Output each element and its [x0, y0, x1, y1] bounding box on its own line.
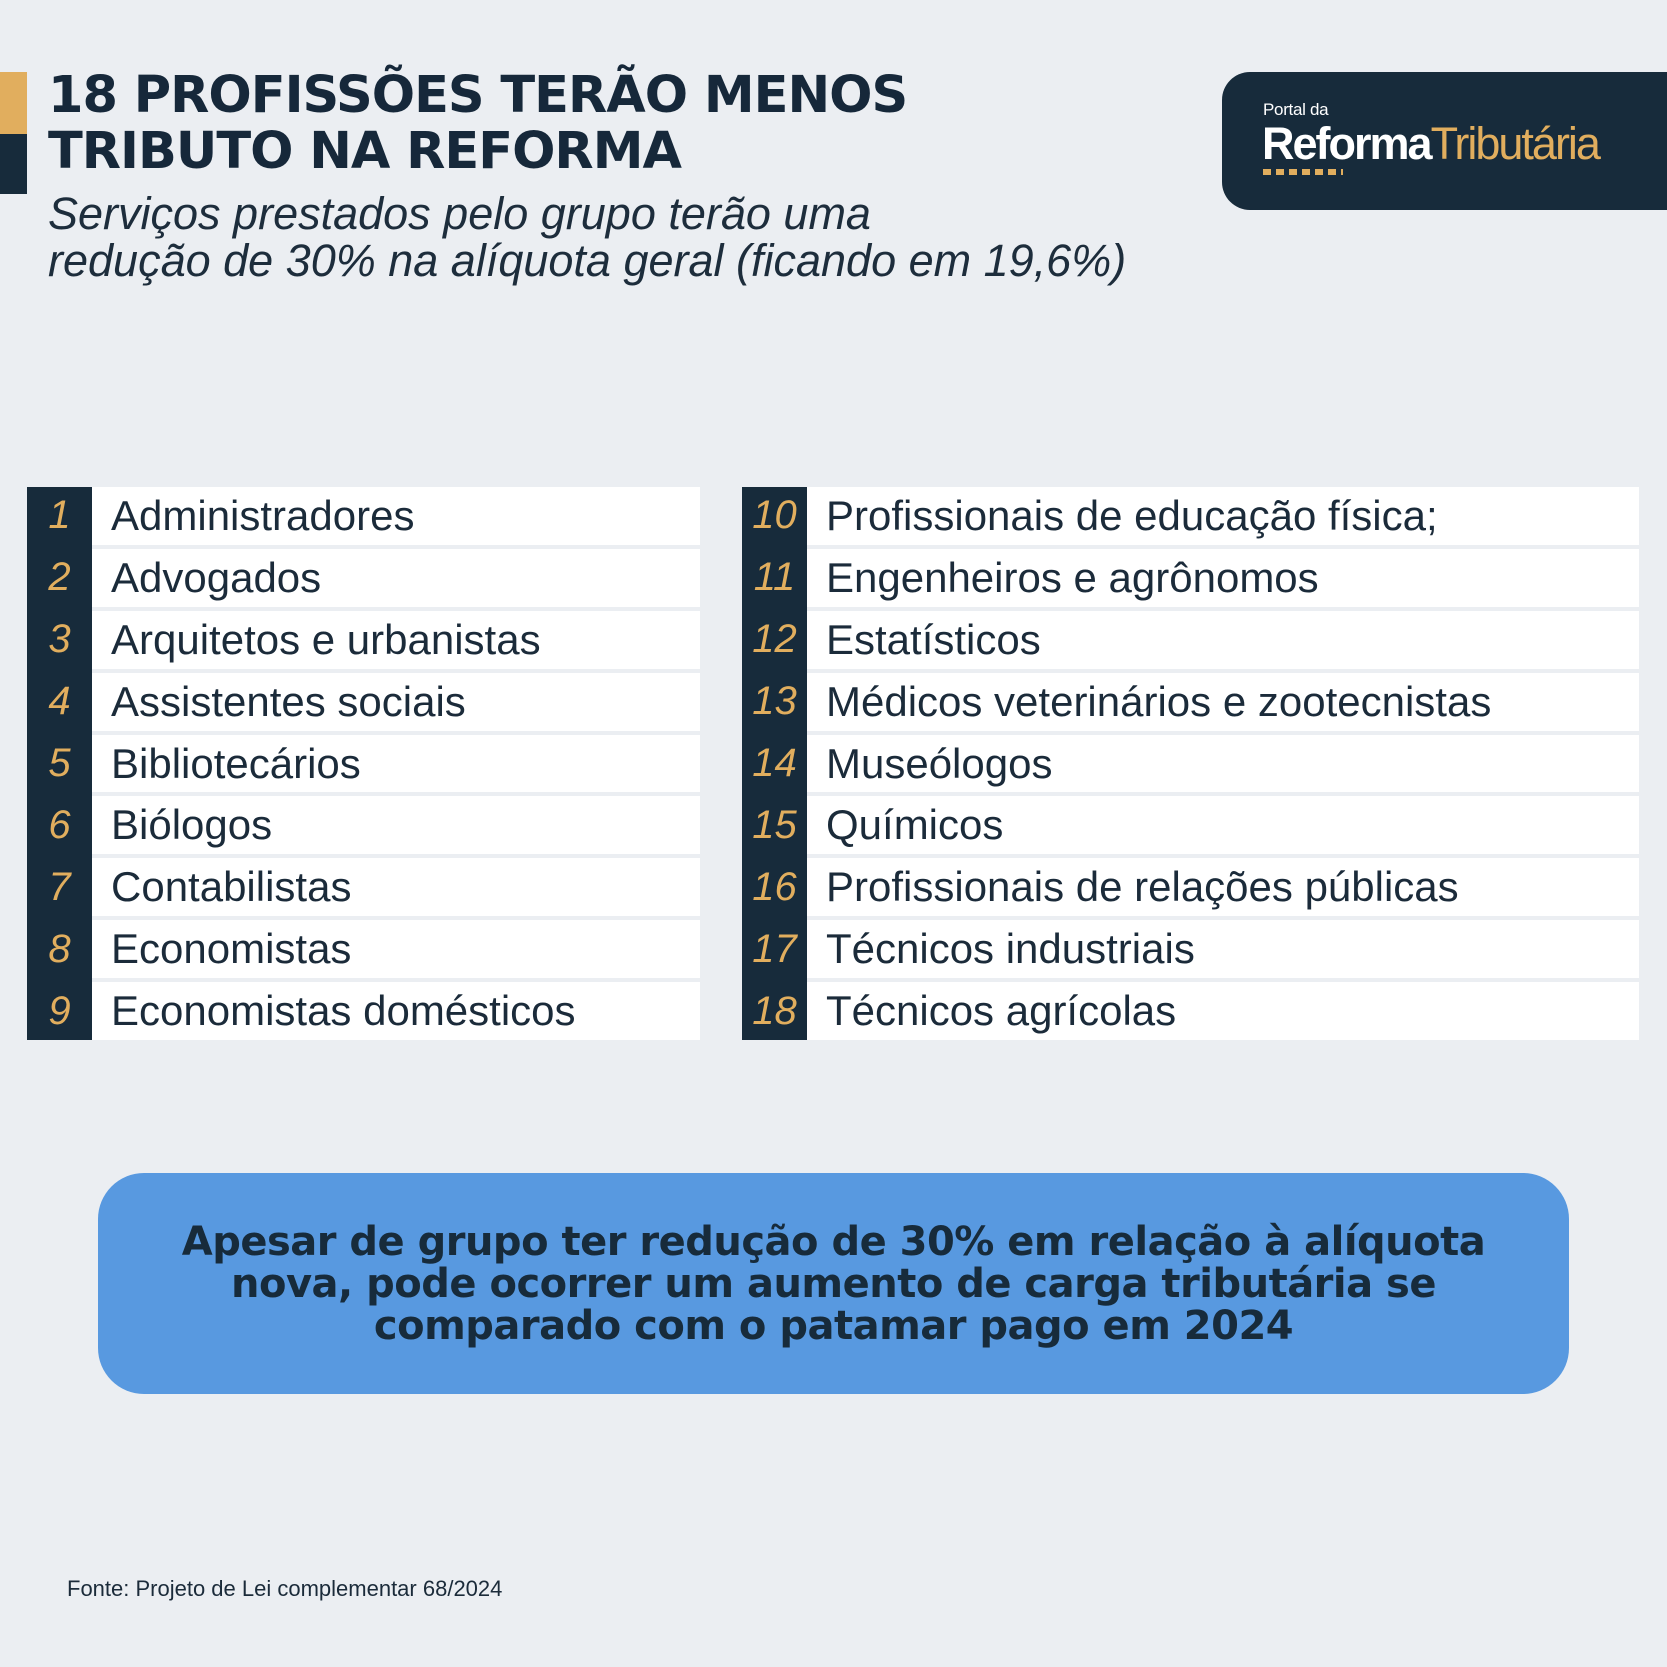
- source-note: Fonte: Projeto de Lei complementar 68/2024: [67, 1576, 503, 1601]
- list-item: [752, 487, 1639, 545]
- item-number: 12: [752, 617, 797, 662]
- list-item: [752, 858, 1639, 916]
- item-number: 9: [48, 988, 71, 1033]
- callout-line-3: comparado com o patamar pago em 2024: [373, 1302, 1294, 1349]
- page-subtitle: [48, 190, 1348, 284]
- item-label: Químicos: [826, 801, 1004, 849]
- list-item: [48, 611, 700, 669]
- item-label: Administradores: [111, 491, 415, 539]
- logo-small-text: Portal da: [1263, 100, 1329, 119]
- title-accent-bar: [0, 72, 27, 194]
- subtitle-line-1: Serviços prestados pelo grupo terão uma: [48, 188, 871, 239]
- list-item: [48, 796, 700, 854]
- callout-line-1: Apesar de grupo ter redução de 30% em relação à alíquota: [181, 1218, 1486, 1265]
- portal-logo: [1222, 72, 1667, 210]
- item-number: 8: [48, 926, 71, 971]
- list-item: [48, 487, 700, 545]
- list-item: [48, 549, 700, 607]
- list-item: [752, 796, 1639, 854]
- list-item: [48, 982, 700, 1040]
- item-label: Economistas domésticos: [111, 987, 576, 1035]
- logo-dots-underline: [1263, 169, 1343, 175]
- item-number: 5: [48, 741, 71, 785]
- list-item: [48, 673, 700, 731]
- item-label: Assistentes sociais: [111, 677, 466, 725]
- list-item: [752, 920, 1639, 978]
- item-number: 10: [752, 493, 797, 538]
- list-item: [48, 858, 700, 916]
- item-number: 17: [752, 926, 797, 971]
- item-number: 2: [48, 555, 71, 600]
- list-item: [753, 549, 1639, 607]
- item-label: Biólogos: [111, 801, 273, 849]
- list-item: [48, 920, 700, 978]
- logo-word-tributaria: Tributária: [1430, 118, 1599, 169]
- item-label: Engenheiros e agrônomos: [826, 553, 1319, 601]
- item-number: 18: [752, 988, 797, 1033]
- item-number: 16: [752, 864, 797, 909]
- list-item: [752, 673, 1639, 731]
- professions-list-left: [27, 487, 700, 1040]
- item-label: Estatísticos: [826, 615, 1041, 663]
- item-number: 4: [48, 679, 71, 724]
- professions-list-right: [742, 487, 1639, 1040]
- list-rows: [752, 487, 1639, 1040]
- list-item: [752, 982, 1639, 1040]
- item-label: Médicos veterinários e zootecnistas: [826, 677, 1492, 725]
- warning-callout: [98, 1173, 1569, 1394]
- item-number: 1: [48, 493, 71, 538]
- page-title: [48, 68, 948, 180]
- item-number: 7: [48, 864, 71, 909]
- item-label: Museólogos: [826, 739, 1053, 787]
- logo-word-reforma: Reforma: [1262, 118, 1431, 169]
- subtitle-line-2: redução de 30% na alíquota geral (ficando em 19,6%): [48, 235, 1127, 286]
- item-label: Técnicos agrícolas: [826, 987, 1177, 1035]
- logo-wordmark: [1262, 118, 1599, 170]
- list-item: [752, 611, 1639, 669]
- item-number: 15: [752, 802, 797, 847]
- item-label: Arquitetos e urbanistas: [111, 615, 541, 663]
- item-label: Economistas: [111, 925, 352, 973]
- item-number: 6: [48, 802, 71, 847]
- list-item: [752, 735, 1639, 793]
- list-rows: [48, 487, 700, 1040]
- item-label: Profissionais de educação física;: [826, 491, 1438, 539]
- title-line-2: TRIBUTO NA REFORMA: [48, 122, 681, 181]
- item-label: Contabilistas: [111, 863, 352, 911]
- title-line-1: 18 PROFISSÕES TERÃO MENOS: [48, 66, 908, 125]
- item-label: Técnicos industriais: [826, 925, 1195, 973]
- item-label: Advogados: [111, 553, 322, 601]
- item-number: 14: [752, 741, 797, 785]
- item-label: Bibliotecários: [111, 739, 361, 787]
- item-number: 11: [753, 555, 796, 600]
- item-number: 13: [752, 679, 797, 724]
- item-number: 3: [48, 617, 71, 662]
- list-item: [48, 735, 700, 793]
- item-label: Profissionais de relações públicas: [826, 863, 1459, 911]
- callout-line-2: nova, pode ocorrer um aumento de carga tributária se: [231, 1260, 1436, 1307]
